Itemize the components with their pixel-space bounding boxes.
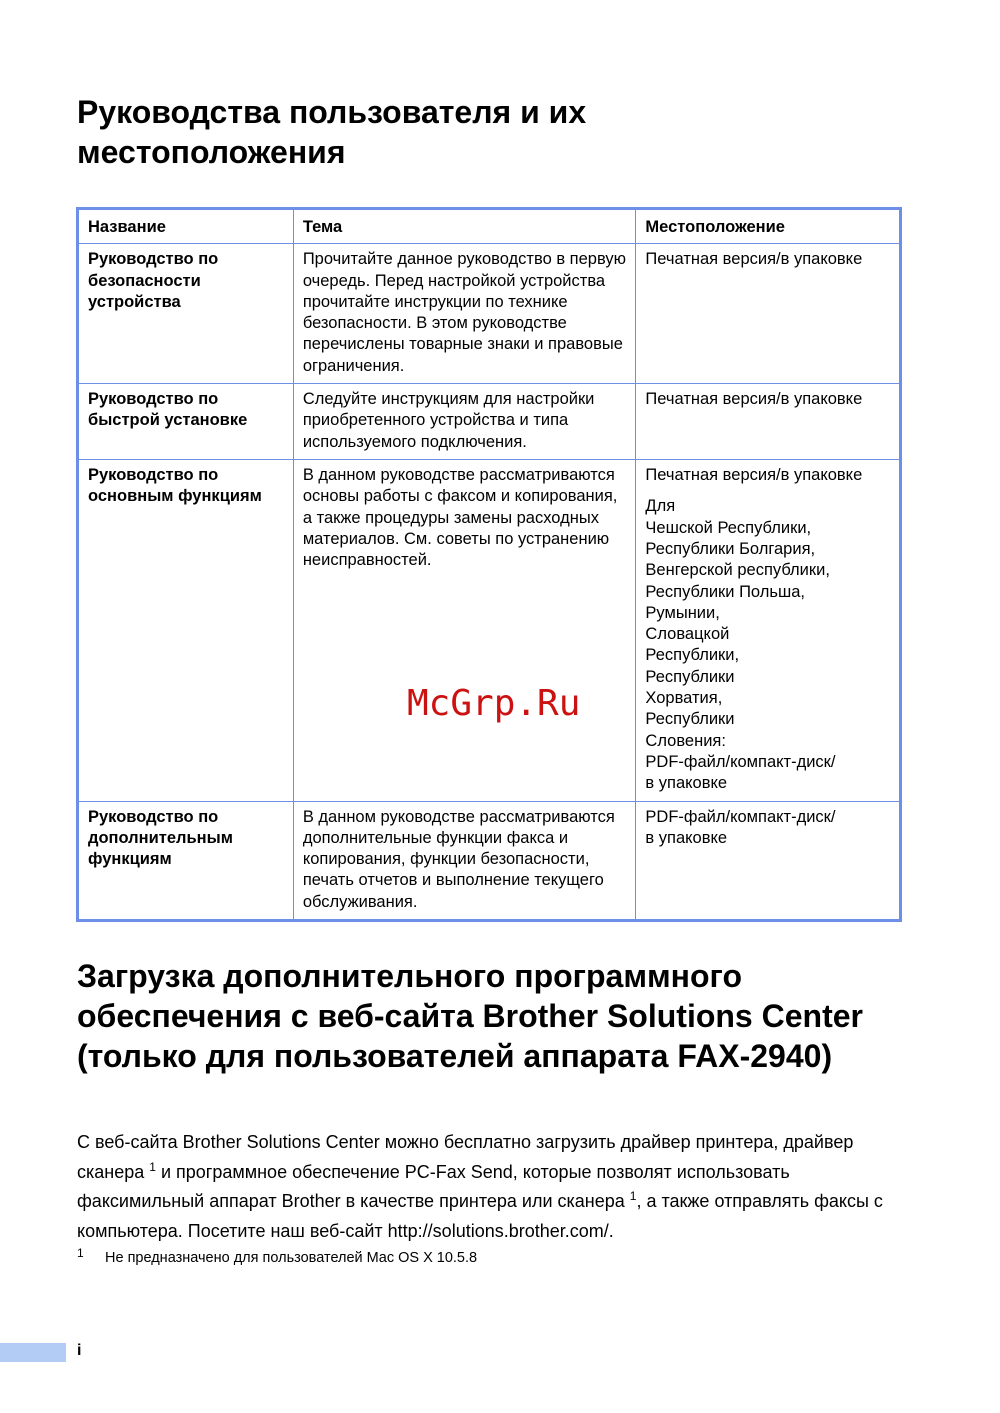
footnote-ref: 1 [149, 1159, 156, 1174]
table-row [78, 460, 901, 801]
watermark-logo: McGrp.Ru [407, 683, 581, 724]
section-title-software-download: Загрузка дополнительного программного обеспечения с веб-сайта Brother Solutions Center (только для пользователей аппарата FAX-2940) [77, 958, 863, 1074]
row-location [636, 460, 901, 801]
table-row [78, 244, 901, 384]
footnote-ref: 1 [629, 1189, 637, 1203]
location-print: Печатная версия/в упаковке [645, 466, 863, 485]
footnote-mark: 1 [77, 1246, 84, 1260]
footnote-text: Не предназначено для пользователей Mac OS X 10.5.8 [105, 1250, 478, 1266]
row-topic: В данном руководстве рассматриваются дополнительные функции факса и копирования, функции безопасности, печать отчетов и выполнение текущего обслуживания. [293, 801, 636, 920]
table-header-row [78, 209, 901, 244]
row-location: Печатная версия/в упаковке [636, 244, 901, 384]
header-topic: Тема [293, 209, 636, 244]
row-name: Руководство по основным функциям [78, 460, 294, 801]
table-row [78, 801, 901, 920]
row-location: PDF-файл/компакт-диск/ в упаковке [636, 801, 901, 920]
intro-paragraph [77, 1128, 907, 1246]
footnote [77, 1246, 477, 1266]
intro-text-3: , а также отправлять факсы с компьютера. Посетите наш веб-сайт http://solutions.brother.com/. [77, 1191, 883, 1241]
row-location: Печатная версия/в упаковке [636, 384, 901, 460]
row-name: Руководство по быстрой установке [78, 384, 294, 460]
header-location: Местоположение [636, 209, 901, 244]
table-row [78, 384, 901, 460]
page-number: i [77, 1342, 82, 1359]
user-guides-table [76, 207, 902, 922]
row-topic: Следуйте инструкциям для настройки приобретенного устройства и типа используемого подключения. [293, 384, 636, 460]
row-topic: Прочитайте данное руководство в первую очередь. Перед настройкой устройства прочитайте инструкции по технике безопасности. В этом руководстве перечислены товарные знаки и правовые ограничения. [293, 244, 636, 384]
intro-text-2: и программное обеспечение PC-Fax Send, которые позволят использовать факсимильный аппарат Brother в качестве принтера или сканера [77, 1161, 790, 1211]
section-title-user-guides: Руководства пользователя и их местоположения [77, 94, 587, 170]
row-topic: В данном руководстве рассматриваются основы работы с факсом и копирования, а также процедуры замены расходных материалов. См. советы по устранению неисправностей. [293, 460, 636, 801]
page-marker-bar [0, 1343, 66, 1362]
location-countries: Для Чешской Республики, Республики Болгария, Венгерской республики, Республики Польша, Румынии, Словацкой Республики, Республики Хорватия, Республики Словения: PDF-файл/компакт-диск/ в упаковке [645, 497, 836, 793]
header-name: Название [78, 209, 294, 244]
intro-text-1: С веб-сайта Brother Solutions Center можно бесплатно загрузить драйвер принтера, драйвер сканера [77, 1132, 854, 1182]
row-name: Руководство по безопасности устройства [78, 244, 294, 384]
row-name: Руководство по дополнительным функциям [78, 801, 294, 920]
